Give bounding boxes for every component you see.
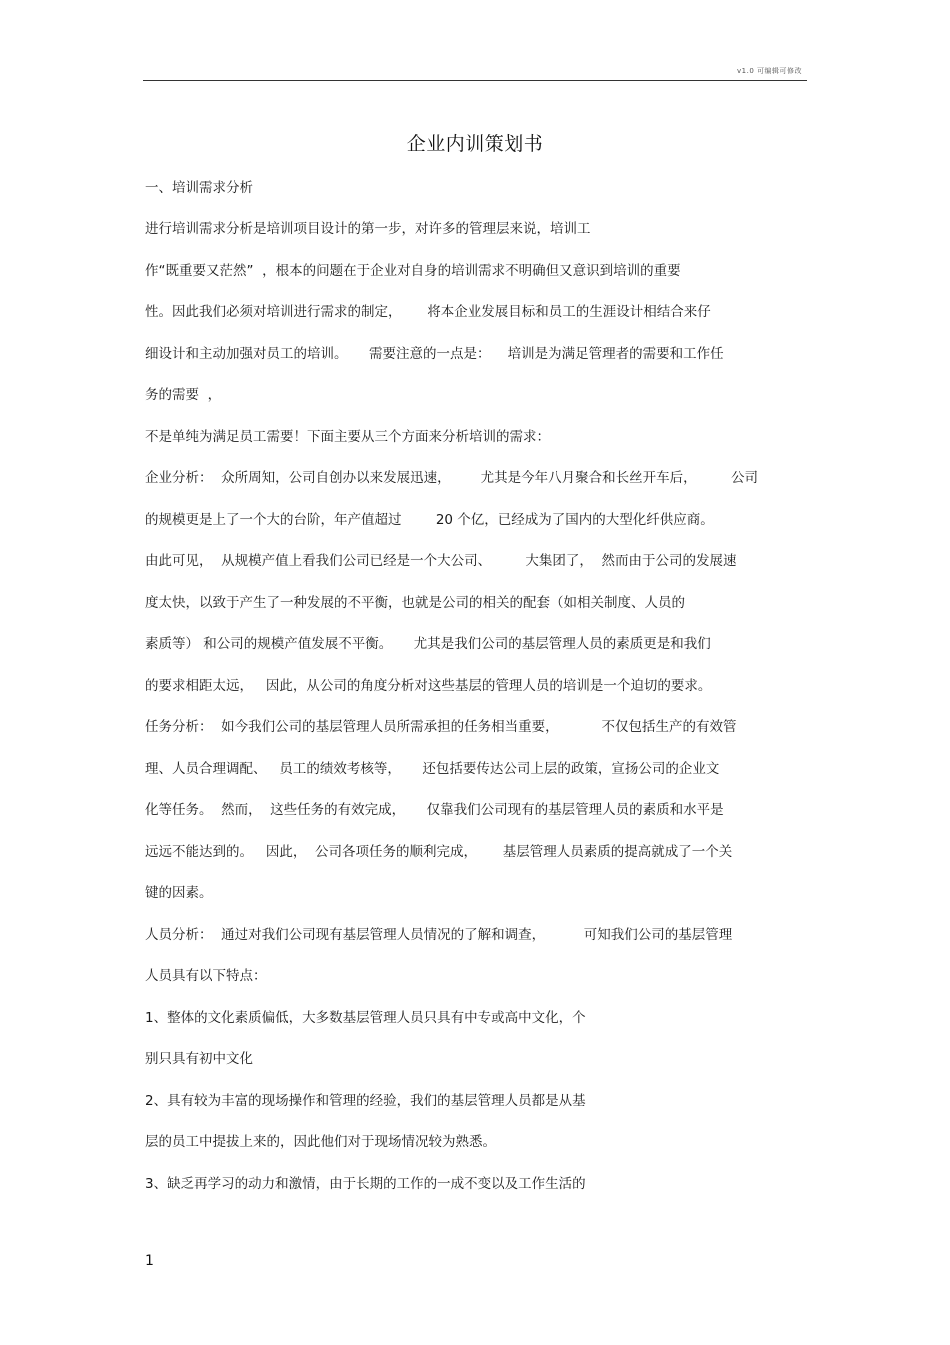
text-line: 细设计和主动加强对员工的培训。 需要注意的一点是： 培训是为满足管理者的需要和工作任 (145, 346, 724, 362)
text-line: 的要求相距太远， 因此，从公司的角度分析对这些基层的管理人员的培训是一个迫切的要求。 (145, 678, 712, 694)
text-line: 素质等） 和公司的规模产值发展不平衡。 尤其是我们公司的基层管理人员的素质更是和我们 (145, 636, 711, 652)
text-line: 理、人员合理调配、 员工的绩效考核等， 还包括要传达公司上层的政策，宣扬公司的企业文 (145, 761, 720, 777)
list-item: 2、具有较为丰富的现场操作和管理的经验，我们的基层管理人员都是从基 (145, 1093, 586, 1109)
text-line: 化等任务。 然而， 这些任务的有效完成， 仅靠我们公司现有的基层管理人员的素质和水平是 (145, 802, 724, 818)
text-line: 别只具有初中文化 (145, 1051, 253, 1067)
text-line: 不是单纯为满足员工需要！下面主要从三个方面来分析培训的需求： (145, 429, 550, 445)
list-item: 3、缺乏再学习的动力和激情，由于长期的工作的一成不变以及工作生活的 (145, 1176, 586, 1192)
text-line: 度太快，以致于产生了一种发展的不平衡，也就是公司的相关的配套（如相关制度、人员的 (145, 595, 685, 611)
header-version-note: v1.0 可编辑可修改 (737, 67, 802, 75)
text-line: 务的需要 ， (145, 387, 222, 403)
text-line: 键的因素。 (145, 885, 213, 901)
text-line: 层的员工中提拔上来的，因此他们对于现场情况较为熟悉。 (145, 1134, 496, 1150)
text-line: 作“既重要又茫然” ，根本的问题在于企业对自身的培训需求不明确但又意识到培训的重要 (145, 263, 681, 279)
list-item: 1、整体的文化素质偏低，大多数基层管理人员只具有中专或高中文化，个 (145, 1010, 586, 1026)
text-line: 任务分析： 如今我们公司的基层管理人员所需承担的任务相当重要， 不仅包括生产的有效管 (145, 719, 737, 735)
text-line: 的规模更是上了一个大的台阶，年产值超过 20 个亿，已经成为了国内的大型化纤供应商。 (145, 512, 714, 528)
text-line: 远远不能达到的。 因此， 公司各项任务的顺利完成， 基层管理人员素质的提高就成了一个关 (145, 844, 733, 860)
header-divider (143, 80, 807, 81)
text-line: 人员具有以下特点： (145, 968, 267, 984)
text-line: 由此可见， 从规模产值上看我们公司已经是一个大公司、 大集团了， 然而由于公司的发展速 (145, 553, 737, 569)
text-line: 企业分析： 众所周知，公司自创办以来发展迅速， 尤其是今年八月聚合和长丝开车后， 公司 (145, 470, 758, 486)
page-number: 1 (145, 1253, 154, 1269)
text-line: 人员分析： 通过对我们公司现有基层管理人员情况的了解和调查， 可知我们公司的基层管理 (145, 927, 733, 943)
document-title: 企业内训策划书 (406, 133, 544, 155)
text-line: 性。因此我们必须对培训进行需求的制定， 将本企业发展目标和员工的生涯设计相结合来仔 (145, 304, 711, 320)
section-heading: 一、培训需求分析 (145, 180, 253, 196)
text-line: 进行培训需求分析是培训项目设计的第一步，对许多的管理层来说，培训工 (145, 221, 591, 237)
